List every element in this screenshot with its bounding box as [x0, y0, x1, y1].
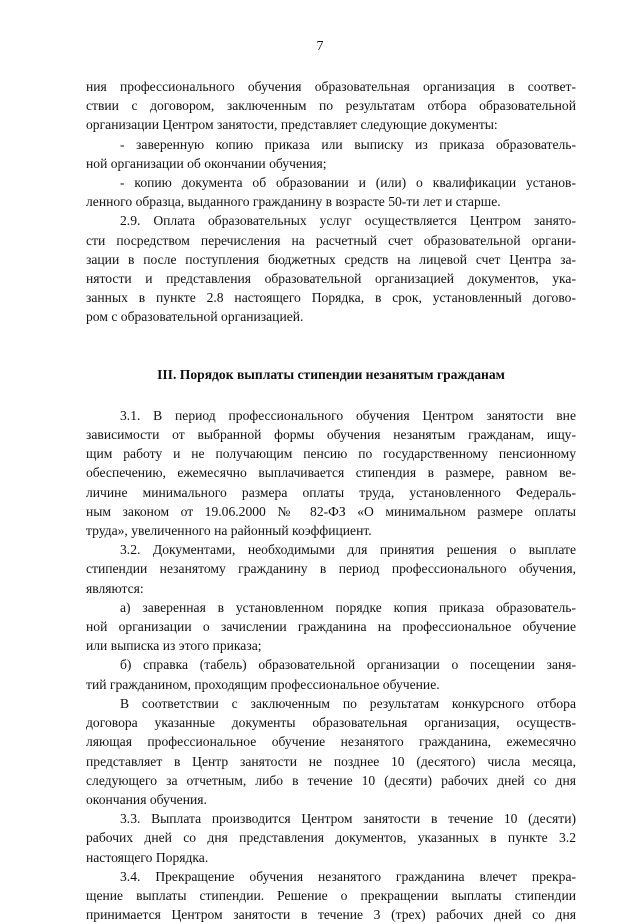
text-line: следующего за отчетным, либо в течение 10 (десяти) рабочих дней со дня: [86, 772, 576, 788]
text-line: щим работу и не получающим пенсию по государственному пенсионному: [86, 446, 576, 462]
paragraph-3-2: [86, 540, 576, 598]
text-line: ленного образца, выданного гражданину в возрасте 50-ти лет и старше.: [86, 194, 501, 210]
page-number: 7: [316, 39, 324, 54]
text-line: труда», увеличенного на районный коэффициент.: [86, 523, 372, 539]
paragraph-3-2-a: [86, 598, 576, 656]
text-line: В соответствии с заключенным по результатам конкурсного отбора: [120, 695, 576, 711]
text-line: организации Центром занятости, представляет следующие документы:: [86, 117, 498, 133]
text-line: занных в пункте 2.8 настоящего Порядка, в срок, установленный догово-: [86, 290, 576, 306]
paragraph-3-4: [86, 867, 576, 924]
text-line: ствии с договором, заключенным по результатам отбора образовательной: [86, 98, 576, 114]
text-line: или выписка из этого приказа;: [86, 638, 262, 654]
text-line: 3.1. В период профессионального обучения Центром занятости вне: [120, 407, 576, 423]
text-line: обеспечению, ежемесячно выплачивается стипендия в размере, равном ве-: [86, 465, 576, 481]
text-line: стипендии незанятому гражданину в период профессионального обучения,: [86, 561, 576, 577]
paragraph-bullet-1: [86, 135, 576, 173]
text-line: ляющая профессиональное обучение незанятого гражданина, ежемесячно: [86, 734, 576, 750]
text-line: сти посредством перечисления на расчетный счет образовательной органи-: [86, 232, 576, 248]
paragraph-3-1: [86, 406, 576, 540]
text-line: окончания обучения.: [86, 791, 207, 807]
text-line: щение выплаты стипендии. Решение о прекращении выплаты стипендии: [86, 887, 576, 903]
paragraph-intro: [86, 77, 576, 135]
paragraph-2-9: [86, 211, 576, 326]
text-line: принимается Центром занятости в течение 3 (трех) рабочих дней со дня: [86, 907, 576, 923]
paragraph-3-2-c: [86, 694, 576, 809]
text-line: б) справка (табель) образовательной организации о посещении заня-: [120, 657, 576, 673]
paragraph-3-2-b: [86, 655, 576, 693]
text-line: - заверенную копию приказа или выписку из приказа образователь-: [120, 136, 576, 152]
text-line: рабочих дней со дня представления документов, указанных в пункте 3.2: [86, 830, 576, 846]
text-line: зации в после поступления бюджетных средств на лицевой счет Центра за-: [86, 251, 576, 267]
text-line: 2.9. Оплата образовательных услуг осуществляется Центром занято-: [120, 213, 576, 229]
text-line: ным законом от 19.06.2000 № 82-ФЗ «О минимальном размере оплаты: [86, 503, 576, 519]
text-line: 3.2. Документами, необходимыми для принятия решения о выплате: [120, 542, 576, 558]
text-line: а) заверенная в установленном порядке копия приказа образователь-: [120, 599, 576, 615]
text-line: - копию документа об образовании и (или) о квалификации установ-: [120, 175, 576, 191]
paragraph-bullet-2: [86, 173, 576, 211]
text-line: нятости и представления образовательной организацией документов, ука-: [86, 271, 576, 287]
text-line: личине минимального размера оплаты труда, установленного Федераль-: [86, 484, 576, 500]
text-line: являются:: [86, 580, 144, 596]
text-line: настоящего Порядка.: [86, 849, 209, 865]
text-line: 3.4. Прекращение обучения незанятого гражданина влечет прекра-: [120, 868, 576, 884]
text-line: договора указанные документы образовательная организация, осуществ-: [86, 715, 576, 731]
paragraph-3-3: [86, 809, 576, 867]
section-heading: III. Порядок выплаты стипендии незанятым гражданам: [157, 366, 505, 382]
text-line: представляет в Центр занятости не позднее 10 (десятого) числа месяца,: [86, 753, 576, 769]
text-line: зависимости от выбранной формы обучения незанятым гражданам, ищу-: [86, 427, 576, 443]
document-body: [86, 77, 576, 924]
text-line: ром с образовательной организацией.: [86, 309, 304, 325]
text-line: ной организации об окончании обучения;: [86, 155, 327, 171]
text-line: тий гражданином, проходящим профессиональное обучение.: [86, 676, 440, 692]
text-line: ния профессионального обучения образовательная организация в соответ-: [86, 79, 576, 94]
text-line: ной организации о зачислении гражданина на профессиональное обучение: [86, 619, 576, 635]
text-line: 3.3. Выплата производится Центром занятости в течение 10 (десяти): [120, 811, 576, 827]
